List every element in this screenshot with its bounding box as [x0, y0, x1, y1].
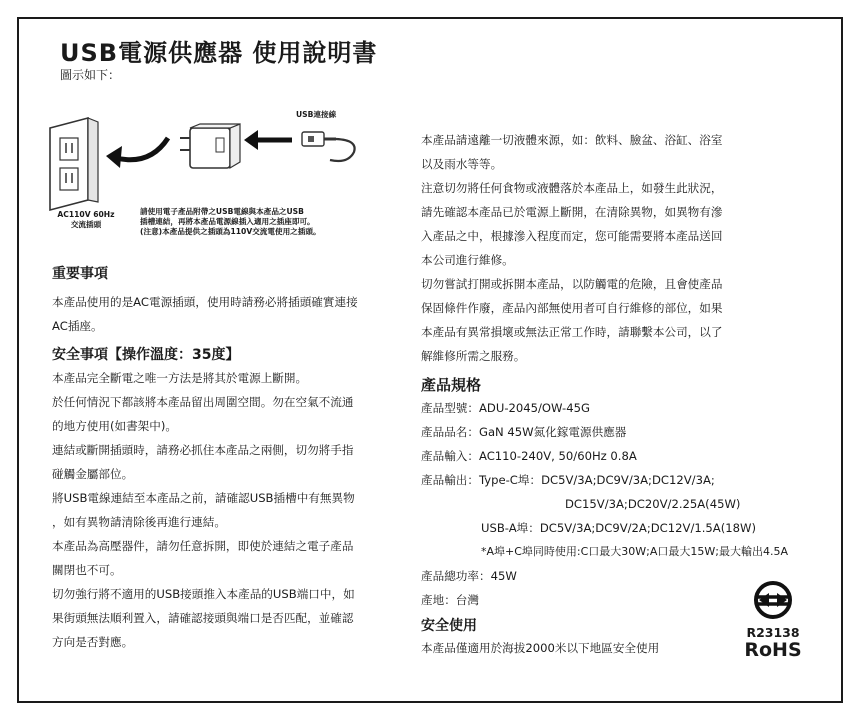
spec-output: DC15V/3A;DC20V/2.25A(45W)	[565, 497, 741, 511]
intro-line: 入產品之中，根據滲入程度而定，您可能需要將本產品送回	[421, 229, 723, 243]
spec-input: 產品輸入：AC110-240V, 50/60Hz 0.8A	[421, 449, 637, 463]
safety-line: 方向是否對應。	[52, 635, 134, 649]
safety-line: 果街頭無法順利置入，請確認接頭與端口是否匹配，並確認	[52, 611, 354, 625]
right-column	[421, 128, 788, 660]
safety-line: 連結或斷開插頭時，請務必抓住本產品之兩側，切勿將手指	[52, 443, 354, 457]
certification-mark	[738, 580, 808, 660]
safety-line: 於任何情況下都該將本產品留出周圍空間。勿在空氣不流通	[52, 395, 354, 409]
spec-heading: 產品規格	[421, 376, 482, 394]
intro-line: 保固條件作廢，產品內部無使用者可自行維修的部位，如果	[421, 301, 723, 315]
intro-line: 以及雨水等等。	[421, 157, 503, 171]
safety-line: ，如有異物請清除後再進行連結。	[52, 515, 226, 529]
important-line: AC插座。	[52, 319, 103, 333]
spec-model: 產品型號：ADU-2045/OW-45G	[421, 401, 590, 415]
intro-line: 本公司進行維修。	[421, 253, 514, 267]
safety-line: 碰觸金屬部位。	[52, 467, 134, 481]
spec-output-note: *A埠+C埠同時使用:C口最大30W;A口最大15W;最大輸出4.5A	[481, 545, 789, 558]
figure-caption: 圖示如下：	[60, 68, 121, 82]
safety-line: 關閉也不可。	[52, 563, 122, 577]
intro-line: 切勿嘗試打開或拆開本產品，以防觸電的危險，且會使產品	[421, 277, 723, 291]
safety-line: 將USB電線連結至本產品之前，請確認USB插槽中有無異物	[52, 491, 355, 505]
arrow-left-icon	[244, 130, 292, 150]
usb-cable-icon	[302, 132, 355, 161]
outlet-label: AC110V 60Hz 交流插頭	[57, 210, 115, 229]
spec-name: 產品品名：GaN 45W氮化鎵電源供應器	[421, 425, 627, 439]
bsmi-mark-icon	[751, 580, 795, 620]
intro-line: 注意切勿將任何食物或液體落於本產品上，如發生此狀況，	[421, 181, 723, 195]
adapter-icon	[180, 124, 240, 168]
spec-origin: 產地：台灣	[421, 593, 479, 607]
safety-line: 的地方使用(如書架中)。	[52, 419, 177, 433]
spec-power: 產品總功率：45W	[421, 569, 517, 583]
intro-line: 本產品有異常損壞或無法正常工作時，請聯繫本公司，以了	[421, 325, 723, 339]
curved-arrow-icon	[106, 138, 168, 168]
rohs-label: RoHS	[744, 639, 802, 661]
spec-output: 產品輸出：Type-C埠：DC5V/3A;DC9V/3A;DC12V/3A;	[421, 473, 715, 487]
safety-line: 切勿強行將不適用的USB接頭推入本產品的USB端口中，如	[52, 587, 355, 601]
certification-code: R23138	[746, 625, 800, 640]
intro-line: 請先確認本產品已於電源上斷開，在清除異物，如異物有滲	[421, 205, 723, 219]
cable-label: USB連接線	[296, 110, 337, 119]
intro-line: 解維修所需之服務。	[421, 349, 526, 363]
important-line: 本產品使用的是AC電源插頭，使用時請務必將插頭確實連接	[52, 295, 358, 309]
intro-line: 本產品請遠離一切液體來源，如：飲料、臉盆、浴缸、浴室	[421, 133, 723, 147]
safety-heading: 安全事項【操作溫度：35度】	[52, 347, 240, 363]
safety-line: 本產品完全斷電之唯一方法是將其於電源上斷開。	[52, 371, 308, 385]
connection-note: 請使用電子產品附帶之USB電線與本產品之USB 插槽連結，再將本產品電源線插入適用之插座即可。 (注意)本產品提供之插頭為110V交流電使用之插頭。	[140, 207, 321, 236]
safe-use-line: 本產品僅適用於海拔2000米以下地區安全使用	[421, 641, 660, 655]
safety-line: 本產品為高壓器件，請勿任意拆開，即使於連結之電子產品	[52, 539, 354, 553]
document-title: USB電源供應器 使用說明書	[60, 39, 378, 67]
important-heading: 重要事項	[52, 266, 108, 282]
spec-output: USB-A埠：DC5V/3A;DC9V/2A;DC12V/1.5A(18W)	[481, 521, 756, 535]
wall-outlet-icon	[50, 118, 98, 210]
left-column	[52, 262, 358, 654]
safe-use-heading: 安全使用	[421, 618, 477, 634]
